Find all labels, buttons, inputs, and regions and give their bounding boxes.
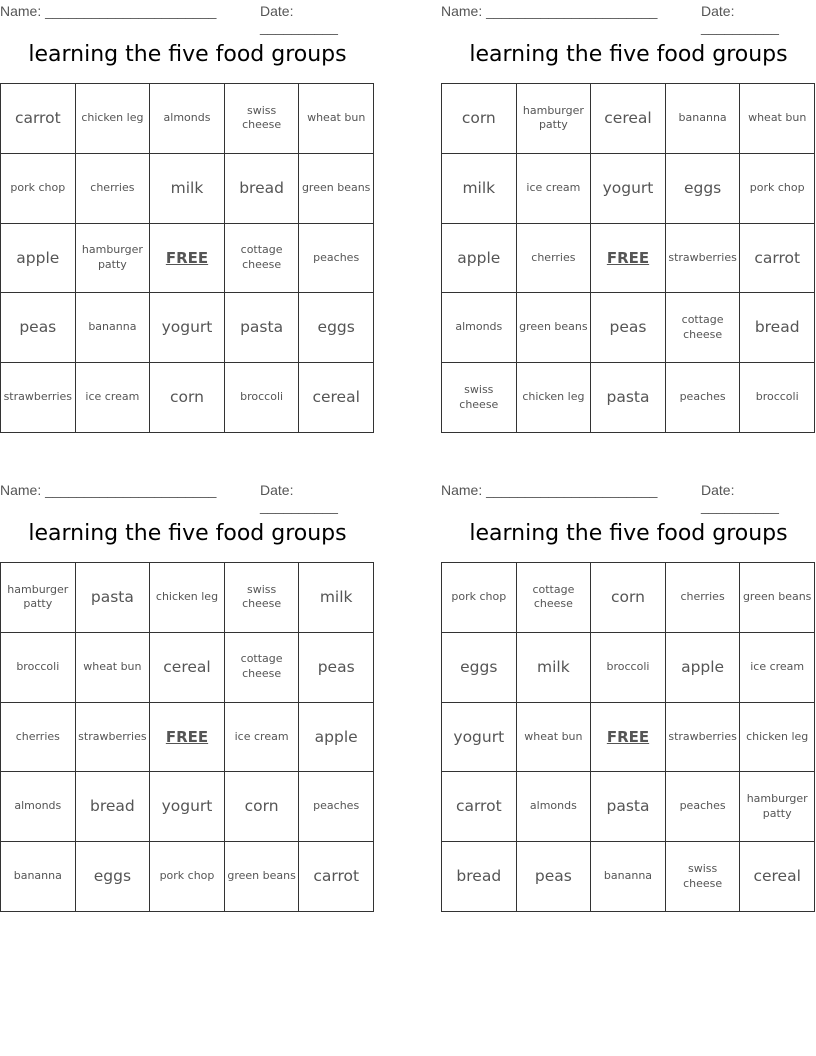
bingo-cell: apple	[442, 224, 517, 294]
name-label: Name: ______________________	[441, 3, 658, 19]
bingo-cell: bread	[225, 154, 300, 224]
date-label: Date: __________	[701, 482, 779, 514]
bingo-cell: apple	[666, 633, 741, 703]
bingo-cell: peaches	[299, 772, 374, 842]
bingo-cell: peas	[1, 293, 76, 363]
bingo-cell: ice cream	[225, 703, 300, 773]
bingo-grid	[0, 562, 374, 912]
bingo-cell: green beans	[517, 293, 592, 363]
bingo-cell: wheat bun	[740, 84, 815, 154]
bingo-cell: cottage cheese	[666, 293, 741, 363]
free-space-cell: FREE	[591, 224, 666, 294]
bingo-cell: milk	[299, 563, 374, 633]
bingo-cell: pasta	[225, 293, 300, 363]
bingo-cell: strawberries	[666, 224, 741, 294]
bingo-cell: pasta	[76, 563, 151, 633]
bingo-cell: peas	[591, 293, 666, 363]
bingo-cell: cherries	[1, 703, 76, 773]
bingo-cell: strawberries	[1, 363, 76, 433]
bingo-cell: eggs	[442, 633, 517, 703]
bingo-cell: cherries	[517, 224, 592, 294]
bingo-card-2	[441, 0, 816, 411]
bingo-cell: bananna	[591, 842, 666, 912]
bingo-cell: chicken leg	[150, 563, 225, 633]
bingo-cell: bread	[76, 772, 151, 842]
bingo-cell: corn	[150, 363, 225, 433]
bingo-cell: cherries	[76, 154, 151, 224]
bingo-cell: pasta	[591, 363, 666, 433]
bingo-cell: ice cream	[76, 363, 151, 433]
bingo-cell: green beans	[740, 563, 815, 633]
bingo-cell: bananna	[666, 84, 741, 154]
bingo-cell: bananna	[76, 293, 151, 363]
bingo-cell: wheat bun	[76, 633, 151, 703]
bingo-cell: hamburger patty	[517, 84, 592, 154]
bingo-cell: wheat bun	[517, 703, 592, 773]
bingo-cell: corn	[591, 563, 666, 633]
bingo-cell: peas	[517, 842, 592, 912]
bingo-cell: eggs	[666, 154, 741, 224]
bingo-cell: cereal	[591, 84, 666, 154]
free-space-cell: FREE	[150, 224, 225, 294]
bingo-cell: cottage cheese	[517, 563, 592, 633]
bingo-cell: yogurt	[442, 703, 517, 773]
card-title: learning the five food groups	[469, 42, 788, 67]
bingo-cell: cereal	[740, 842, 815, 912]
bingo-cell: almonds	[150, 84, 225, 154]
bingo-cell: broccoli	[591, 633, 666, 703]
bingo-cell: swiss cheese	[666, 842, 741, 912]
free-space-cell: FREE	[591, 703, 666, 773]
bingo-cell: strawberries	[666, 703, 741, 773]
bingo-cell: ice cream	[740, 633, 815, 703]
bingo-grid	[441, 562, 815, 912]
bingo-cell: yogurt	[591, 154, 666, 224]
bingo-cell: carrot	[740, 224, 815, 294]
bingo-cell: peaches	[666, 363, 741, 433]
bingo-cell: ice cream	[517, 154, 592, 224]
date-label: Date: __________	[701, 3, 779, 35]
card-title: learning the five food groups	[28, 42, 347, 67]
name-date-row	[0, 0, 375, 35]
bingo-cell: almonds	[442, 293, 517, 363]
bingo-cell: cereal	[150, 633, 225, 703]
bingo-cell: swiss cheese	[442, 363, 517, 433]
bingo-cell: chicken leg	[517, 363, 592, 433]
card-title: learning the five food groups	[469, 521, 788, 546]
bingo-cell: bananna	[1, 842, 76, 912]
date-label: Date: __________	[260, 482, 338, 514]
bingo-cell: swiss cheese	[225, 563, 300, 633]
bingo-cell: bread	[442, 842, 517, 912]
bingo-cell: strawberries	[76, 703, 151, 773]
date-label: Date: __________	[260, 3, 338, 35]
bingo-cell: pork chop	[150, 842, 225, 912]
bingo-cell: peas	[299, 633, 374, 703]
bingo-cell: cereal	[299, 363, 374, 433]
bingo-card-1	[0, 0, 375, 407]
card-title: learning the five food groups	[28, 521, 347, 546]
bingo-cell: cottage cheese	[225, 633, 300, 703]
bingo-cell: broccoli	[1, 633, 76, 703]
bingo-grid	[0, 83, 374, 433]
free-space-cell: FREE	[150, 703, 225, 773]
bingo-cell: almonds	[1, 772, 76, 842]
bingo-cell: green beans	[299, 154, 374, 224]
bingo-cell: chicken leg	[76, 84, 151, 154]
bingo-card-4	[441, 479, 816, 890]
bingo-cell: eggs	[76, 842, 151, 912]
bingo-cell: carrot	[442, 772, 517, 842]
bingo-cell: milk	[442, 154, 517, 224]
name-date-row	[441, 479, 816, 514]
bingo-cell: hamburger patty	[76, 224, 151, 294]
bingo-card-3	[0, 479, 375, 886]
bingo-grid	[441, 83, 815, 433]
bingo-cell: chicken leg	[740, 703, 815, 773]
bingo-cell: hamburger patty	[740, 772, 815, 842]
bingo-cell: broccoli	[740, 363, 815, 433]
bingo-cell: green beans	[225, 842, 300, 912]
bingo-cell: milk	[517, 633, 592, 703]
bingo-cell: eggs	[299, 293, 374, 363]
bingo-cell: broccoli	[225, 363, 300, 433]
name-label: Name: ______________________	[441, 482, 658, 498]
bingo-cell: almonds	[517, 772, 592, 842]
bingo-cell: corn	[442, 84, 517, 154]
bingo-cell: pork chop	[1, 154, 76, 224]
bingo-cell: pork chop	[740, 154, 815, 224]
bingo-cell: yogurt	[150, 772, 225, 842]
bingo-cell: peaches	[299, 224, 374, 294]
bingo-cell: apple	[299, 703, 374, 773]
bingo-cell: peaches	[666, 772, 741, 842]
bingo-cell: bread	[740, 293, 815, 363]
name-date-row	[0, 479, 375, 514]
bingo-cell: apple	[1, 224, 76, 294]
name-label: Name: ______________________	[0, 3, 217, 19]
bingo-cell: milk	[150, 154, 225, 224]
bingo-cell: carrot	[299, 842, 374, 912]
bingo-cell: pork chop	[442, 563, 517, 633]
bingo-cell: yogurt	[150, 293, 225, 363]
bingo-cell: carrot	[1, 84, 76, 154]
bingo-cell: hamburger patty	[1, 563, 76, 633]
bingo-cell: swiss cheese	[225, 84, 300, 154]
bingo-cell: wheat bun	[299, 84, 374, 154]
bingo-cell: corn	[225, 772, 300, 842]
name-date-row	[441, 0, 816, 35]
bingo-cell: pasta	[591, 772, 666, 842]
bingo-cell: cottage cheese	[225, 224, 300, 294]
name-label: Name: ______________________	[0, 482, 217, 498]
bingo-cell: cherries	[666, 563, 741, 633]
